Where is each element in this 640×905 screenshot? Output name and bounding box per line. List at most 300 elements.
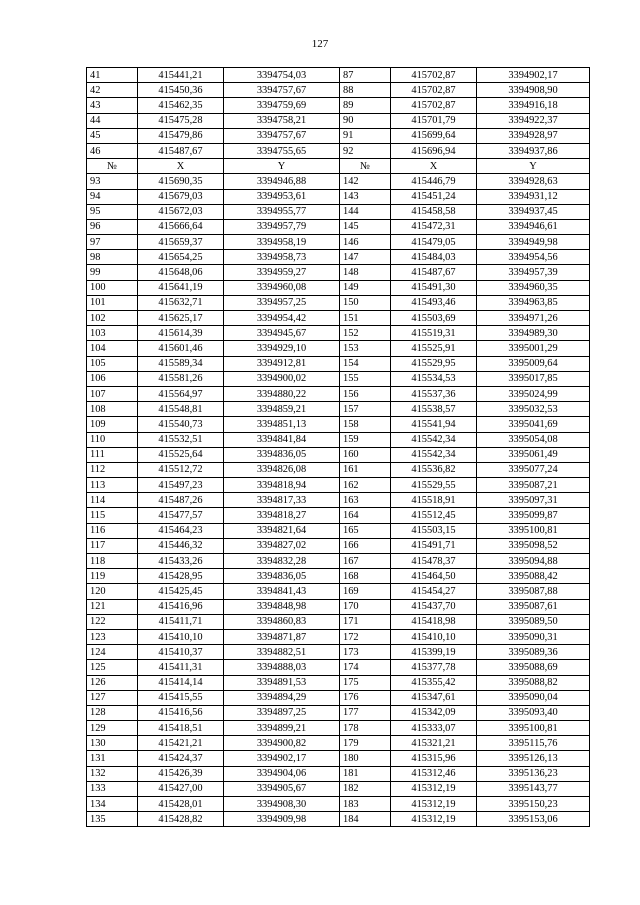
point-number-cell: 178 [340,721,391,736]
point-number-cell: 105 [87,356,138,371]
table-row [87,219,590,234]
point-number-cell: 98 [87,250,138,265]
x-coordinate-cell: 415512,72 [138,462,224,477]
point-number-cell: 93 [87,174,138,189]
point-number-cell: 181 [340,766,391,781]
y-coordinate-cell: 3395136,23 [477,766,590,781]
x-coordinate-cell: 415315,96 [391,751,477,766]
point-number-cell: 183 [340,797,391,812]
table-header-row [87,159,590,174]
point-number-cell: 168 [340,569,391,584]
x-coordinate-cell: 415542,34 [391,432,477,447]
y-coordinate-cell: 3394900,82 [224,736,340,751]
x-coordinate-cell: 415491,71 [391,538,477,553]
point-number-cell: 164 [340,508,391,523]
table-row [87,417,590,432]
table-row [87,143,590,158]
x-coordinate-cell: 415537,36 [391,386,477,401]
y-coordinate-cell: 3395032,53 [477,402,590,417]
table-row [87,128,590,143]
x-coordinate-cell: 415503,69 [391,311,477,326]
point-number-cell: 158 [340,417,391,432]
point-number-cell: 173 [340,645,391,660]
x-coordinate-cell: 415702,87 [391,98,477,113]
y-coordinate-cell: 3394905,67 [224,781,340,796]
table-row [87,705,590,720]
point-number-cell: 43 [87,98,138,113]
x-coordinate-cell: 415414,14 [138,675,224,690]
y-coordinate-cell: 3395100,81 [477,523,590,538]
point-number-cell: 109 [87,417,138,432]
x-coordinate-cell: 415454,27 [391,584,477,599]
y-coordinate-cell: 3394871,87 [224,629,340,644]
x-coordinate-cell: 415464,50 [391,569,477,584]
y-coordinate-cell: 3394841,84 [224,432,340,447]
point-number-cell: 116 [87,523,138,538]
column-header-num: № [87,159,138,174]
y-coordinate-cell: 3394759,69 [224,98,340,113]
table-row [87,569,590,584]
x-coordinate-cell: 415426,39 [138,766,224,781]
y-coordinate-cell: 3394851,13 [224,417,340,432]
table-row [87,174,590,189]
x-coordinate-cell: 415487,26 [138,493,224,508]
x-coordinate-cell: 415701,79 [391,113,477,128]
x-coordinate-cell: 415672,03 [138,204,224,219]
x-coordinate-cell: 415601,46 [138,341,224,356]
point-number-cell: 177 [340,705,391,720]
y-coordinate-cell: 3394958,73 [224,250,340,265]
x-coordinate-cell: 415540,73 [138,417,224,432]
y-coordinate-cell: 3394958,19 [224,235,340,250]
point-number-cell: 118 [87,554,138,569]
x-coordinate-cell: 415491,30 [391,280,477,295]
table-row [87,629,590,644]
y-coordinate-cell: 3395088,42 [477,569,590,584]
x-coordinate-cell: 415437,70 [391,599,477,614]
y-coordinate-cell: 3395087,61 [477,599,590,614]
x-coordinate-cell: 415355,42 [391,675,477,690]
point-number-cell: 102 [87,311,138,326]
column-header-y: Y [477,159,590,174]
y-coordinate-cell: 3395098,52 [477,538,590,553]
y-coordinate-cell: 3394836,05 [224,447,340,462]
y-coordinate-cell: 3395115,76 [477,736,590,751]
y-coordinate-cell: 3395009,64 [477,356,590,371]
point-number-cell: 89 [340,98,391,113]
x-coordinate-cell: 415427,00 [138,781,224,796]
point-number-cell: 155 [340,371,391,386]
point-number-cell: 172 [340,629,391,644]
point-number-cell: 146 [340,235,391,250]
point-number-cell: 145 [340,219,391,234]
point-number-cell: 92 [340,143,391,158]
point-number-cell: 103 [87,326,138,341]
point-number-cell: 179 [340,736,391,751]
y-coordinate-cell: 3394902,17 [477,68,590,83]
table-row [87,751,590,766]
y-coordinate-cell: 3394754,03 [224,68,340,83]
x-coordinate-cell: 415641,19 [138,280,224,295]
x-coordinate-cell: 415450,36 [138,83,224,98]
table-row [87,614,590,629]
y-coordinate-cell: 3394928,97 [477,128,590,143]
y-coordinate-cell: 3394818,94 [224,478,340,493]
x-coordinate-cell: 415529,55 [391,478,477,493]
x-coordinate-cell: 415564,97 [138,386,224,401]
table-row [87,98,590,113]
x-coordinate-cell: 415411,31 [138,660,224,675]
point-number-cell: 157 [340,402,391,417]
point-number-cell: 182 [340,781,391,796]
table-row [87,508,590,523]
point-number-cell: 100 [87,280,138,295]
point-number-cell: 101 [87,295,138,310]
point-number-cell: 99 [87,265,138,280]
x-coordinate-cell: 415493,46 [391,295,477,310]
x-coordinate-cell: 415542,34 [391,447,477,462]
point-number-cell: 153 [340,341,391,356]
point-number-cell: 120 [87,584,138,599]
point-number-cell: 180 [340,751,391,766]
y-coordinate-cell: 3394880,22 [224,386,340,401]
x-coordinate-cell: 415632,71 [138,295,224,310]
y-coordinate-cell: 3394960,35 [477,280,590,295]
y-coordinate-cell: 3394957,79 [224,219,340,234]
page-number: 127 [311,38,329,50]
x-coordinate-cell: 415415,55 [138,690,224,705]
y-coordinate-cell: 3394963,85 [477,295,590,310]
x-coordinate-cell: 415418,98 [391,614,477,629]
point-number-cell: 119 [87,569,138,584]
y-coordinate-cell: 3394888,03 [224,660,340,675]
y-coordinate-cell: 3394954,56 [477,250,590,265]
point-number-cell: 106 [87,371,138,386]
table-row [87,295,590,310]
point-number-cell: 152 [340,326,391,341]
y-coordinate-cell: 3394937,45 [477,204,590,219]
table-row [87,538,590,553]
x-coordinate-cell: 415497,23 [138,478,224,493]
x-coordinate-cell: 415699,64 [391,128,477,143]
y-coordinate-cell: 3395017,85 [477,371,590,386]
x-coordinate-cell: 415416,56 [138,705,224,720]
table-row [87,584,590,599]
point-number-cell: 115 [87,508,138,523]
x-coordinate-cell: 415312,19 [391,797,477,812]
table-row [87,356,590,371]
point-number-cell: 169 [340,584,391,599]
point-number-cell: 117 [87,538,138,553]
y-coordinate-cell: 3394937,86 [477,143,590,158]
y-coordinate-cell: 3394957,25 [224,295,340,310]
table-row [87,781,590,796]
table-row [87,721,590,736]
x-coordinate-cell: 415441,21 [138,68,224,83]
y-coordinate-cell: 3394912,81 [224,356,340,371]
x-coordinate-cell: 415525,64 [138,447,224,462]
point-number-cell: 132 [87,766,138,781]
x-coordinate-cell: 415410,10 [138,629,224,644]
x-coordinate-cell: 415428,01 [138,797,224,812]
y-coordinate-cell: 3394897,25 [224,705,340,720]
point-number-cell: 45 [87,128,138,143]
x-coordinate-cell: 415347,61 [391,690,477,705]
point-number-cell: 174 [340,660,391,675]
point-number-cell: 133 [87,781,138,796]
y-coordinate-cell: 3394909,98 [224,812,340,827]
point-number-cell: 122 [87,614,138,629]
column-header-y: Y [224,159,340,174]
point-number-cell: 144 [340,204,391,219]
table-row [87,478,590,493]
x-coordinate-cell: 415519,31 [391,326,477,341]
y-coordinate-cell: 3394836,05 [224,569,340,584]
column-header-num: № [340,159,391,174]
table-row [87,599,590,614]
x-coordinate-cell: 415625,17 [138,311,224,326]
y-coordinate-cell: 3395150,23 [477,797,590,812]
point-number-cell: 113 [87,478,138,493]
point-number-cell: 175 [340,675,391,690]
x-coordinate-cell: 415399,19 [391,645,477,660]
y-coordinate-cell: 3394860,83 [224,614,340,629]
x-coordinate-cell: 415479,86 [138,128,224,143]
x-coordinate-cell: 415581,26 [138,371,224,386]
y-coordinate-cell: 3395126,13 [477,751,590,766]
table-row [87,280,590,295]
point-number-cell: 90 [340,113,391,128]
point-number-cell: 41 [87,68,138,83]
x-coordinate-cell: 415377,78 [391,660,477,675]
y-coordinate-cell: 3395041,69 [477,417,590,432]
table-row [87,68,590,83]
point-number-cell: 162 [340,478,391,493]
y-coordinate-cell: 3395097,31 [477,493,590,508]
y-coordinate-cell: 3394954,42 [224,311,340,326]
y-coordinate-cell: 3395024,99 [477,386,590,401]
x-coordinate-cell: 415487,67 [138,143,224,158]
table-row [87,204,590,219]
y-coordinate-cell: 3394758,21 [224,113,340,128]
table-row [87,447,590,462]
y-coordinate-cell: 3394971,26 [477,311,590,326]
point-number-cell: 160 [340,447,391,462]
point-number-cell: 95 [87,204,138,219]
x-coordinate-cell: 415424,37 [138,751,224,766]
x-coordinate-cell: 415428,82 [138,812,224,827]
table-row [87,189,590,204]
x-coordinate-cell: 415477,57 [138,508,224,523]
x-coordinate-cell: 415702,87 [391,68,477,83]
table-row [87,812,590,827]
point-number-cell: 127 [87,690,138,705]
y-coordinate-cell: 3395153,06 [477,812,590,827]
y-coordinate-cell: 3394882,51 [224,645,340,660]
x-coordinate-cell: 415529,95 [391,356,477,371]
point-number-cell: 46 [87,143,138,158]
y-coordinate-cell: 3394891,53 [224,675,340,690]
column-header-x: X [138,159,224,174]
x-coordinate-cell: 415659,37 [138,235,224,250]
y-coordinate-cell: 3394841,43 [224,584,340,599]
x-coordinate-cell: 415648,06 [138,265,224,280]
point-number-cell: 111 [87,447,138,462]
point-number-cell: 166 [340,538,391,553]
y-coordinate-cell: 3395143,77 [477,781,590,796]
x-coordinate-cell: 415312,46 [391,766,477,781]
point-number-cell: 112 [87,462,138,477]
y-coordinate-cell: 3395054,08 [477,432,590,447]
table-row [87,766,590,781]
y-coordinate-cell: 3394989,30 [477,326,590,341]
point-number-cell: 121 [87,599,138,614]
x-coordinate-cell: 415410,10 [391,629,477,644]
point-number-cell: 128 [87,705,138,720]
point-number-cell: 87 [340,68,391,83]
y-coordinate-cell: 3394946,61 [477,219,590,234]
y-coordinate-cell: 3394818,27 [224,508,340,523]
point-number-cell: 94 [87,189,138,204]
point-number-cell: 110 [87,432,138,447]
x-coordinate-cell: 415312,19 [391,812,477,827]
y-coordinate-cell: 3395087,21 [477,478,590,493]
x-coordinate-cell: 415411,71 [138,614,224,629]
x-coordinate-cell: 415428,95 [138,569,224,584]
table-row [87,645,590,660]
x-coordinate-cell: 415464,23 [138,523,224,538]
point-number-cell: 148 [340,265,391,280]
point-number-cell: 161 [340,462,391,477]
y-coordinate-cell: 3394904,06 [224,766,340,781]
x-coordinate-cell: 415451,24 [391,189,477,204]
x-coordinate-cell: 415503,15 [391,523,477,538]
table-row [87,83,590,98]
point-number-cell: 135 [87,812,138,827]
point-number-cell: 97 [87,235,138,250]
point-number-cell: 150 [340,295,391,310]
x-coordinate-cell: 415433,26 [138,554,224,569]
table-row [87,462,590,477]
point-number-cell: 143 [340,189,391,204]
table-row [87,402,590,417]
y-coordinate-cell: 3394953,61 [224,189,340,204]
point-number-cell: 114 [87,493,138,508]
table-row [87,523,590,538]
table-row [87,265,590,280]
x-coordinate-cell: 415478,37 [391,554,477,569]
point-number-cell: 108 [87,402,138,417]
y-coordinate-cell: 3394902,17 [224,751,340,766]
x-coordinate-cell: 415484,03 [391,250,477,265]
table-row [87,797,590,812]
x-coordinate-cell: 415458,58 [391,204,477,219]
x-coordinate-cell: 415690,35 [138,174,224,189]
y-coordinate-cell: 3395088,82 [477,675,590,690]
x-coordinate-cell: 415410,37 [138,645,224,660]
y-coordinate-cell: 3394960,08 [224,280,340,295]
table-row [87,235,590,250]
y-coordinate-cell: 3395093,40 [477,705,590,720]
x-coordinate-cell: 415534,53 [391,371,477,386]
table-row [87,113,590,128]
y-coordinate-cell: 3394946,88 [224,174,340,189]
point-number-cell: 142 [340,174,391,189]
table-row [87,371,590,386]
point-number-cell: 91 [340,128,391,143]
y-coordinate-cell: 3394949,98 [477,235,590,250]
y-coordinate-cell: 3395001,29 [477,341,590,356]
point-number-cell: 129 [87,721,138,736]
point-number-cell: 88 [340,83,391,98]
x-coordinate-cell: 415472,31 [391,219,477,234]
y-coordinate-cell: 3394931,12 [477,189,590,204]
x-coordinate-cell: 415425,45 [138,584,224,599]
y-coordinate-cell: 3394757,67 [224,83,340,98]
y-coordinate-cell: 3394757,67 [224,128,340,143]
x-coordinate-cell: 415446,79 [391,174,477,189]
y-coordinate-cell: 3395089,50 [477,614,590,629]
x-coordinate-cell: 415696,94 [391,143,477,158]
x-coordinate-cell: 415679,03 [138,189,224,204]
y-coordinate-cell: 3395099,87 [477,508,590,523]
y-coordinate-cell: 3395094,88 [477,554,590,569]
x-coordinate-cell: 415416,96 [138,599,224,614]
y-coordinate-cell: 3394929,10 [224,341,340,356]
x-coordinate-cell: 415666,64 [138,219,224,234]
table-row [87,250,590,265]
point-number-cell: 130 [87,736,138,751]
point-number-cell: 176 [340,690,391,705]
y-coordinate-cell: 3394955,77 [224,204,340,219]
table-row [87,326,590,341]
table-row [87,386,590,401]
y-coordinate-cell: 3395090,04 [477,690,590,705]
table-row [87,675,590,690]
point-number-cell: 96 [87,219,138,234]
y-coordinate-cell: 3394826,08 [224,462,340,477]
point-number-cell: 184 [340,812,391,827]
x-coordinate-cell: 415536,82 [391,462,477,477]
table-row [87,554,590,569]
x-coordinate-cell: 415654,25 [138,250,224,265]
point-number-cell: 107 [87,386,138,401]
x-coordinate-cell: 415475,28 [138,113,224,128]
x-coordinate-cell: 415702,87 [391,83,477,98]
x-coordinate-cell: 415342,09 [391,705,477,720]
table-row [87,660,590,675]
y-coordinate-cell: 3394859,21 [224,402,340,417]
point-number-cell: 156 [340,386,391,401]
y-coordinate-cell: 3394848,98 [224,599,340,614]
point-number-cell: 151 [340,311,391,326]
y-coordinate-cell: 3394817,33 [224,493,340,508]
point-number-cell: 104 [87,341,138,356]
x-coordinate-cell: 415541,94 [391,417,477,432]
table-row [87,432,590,447]
table-row [87,341,590,356]
point-number-cell: 44 [87,113,138,128]
table-row [87,311,590,326]
point-number-cell: 165 [340,523,391,538]
column-header-x: X [391,159,477,174]
y-coordinate-cell: 3394899,21 [224,721,340,736]
x-coordinate-cell: 415589,34 [138,356,224,371]
x-coordinate-cell: 415321,21 [391,736,477,751]
y-coordinate-cell: 3394821,64 [224,523,340,538]
y-coordinate-cell: 3394957,39 [477,265,590,280]
table-row [87,690,590,705]
